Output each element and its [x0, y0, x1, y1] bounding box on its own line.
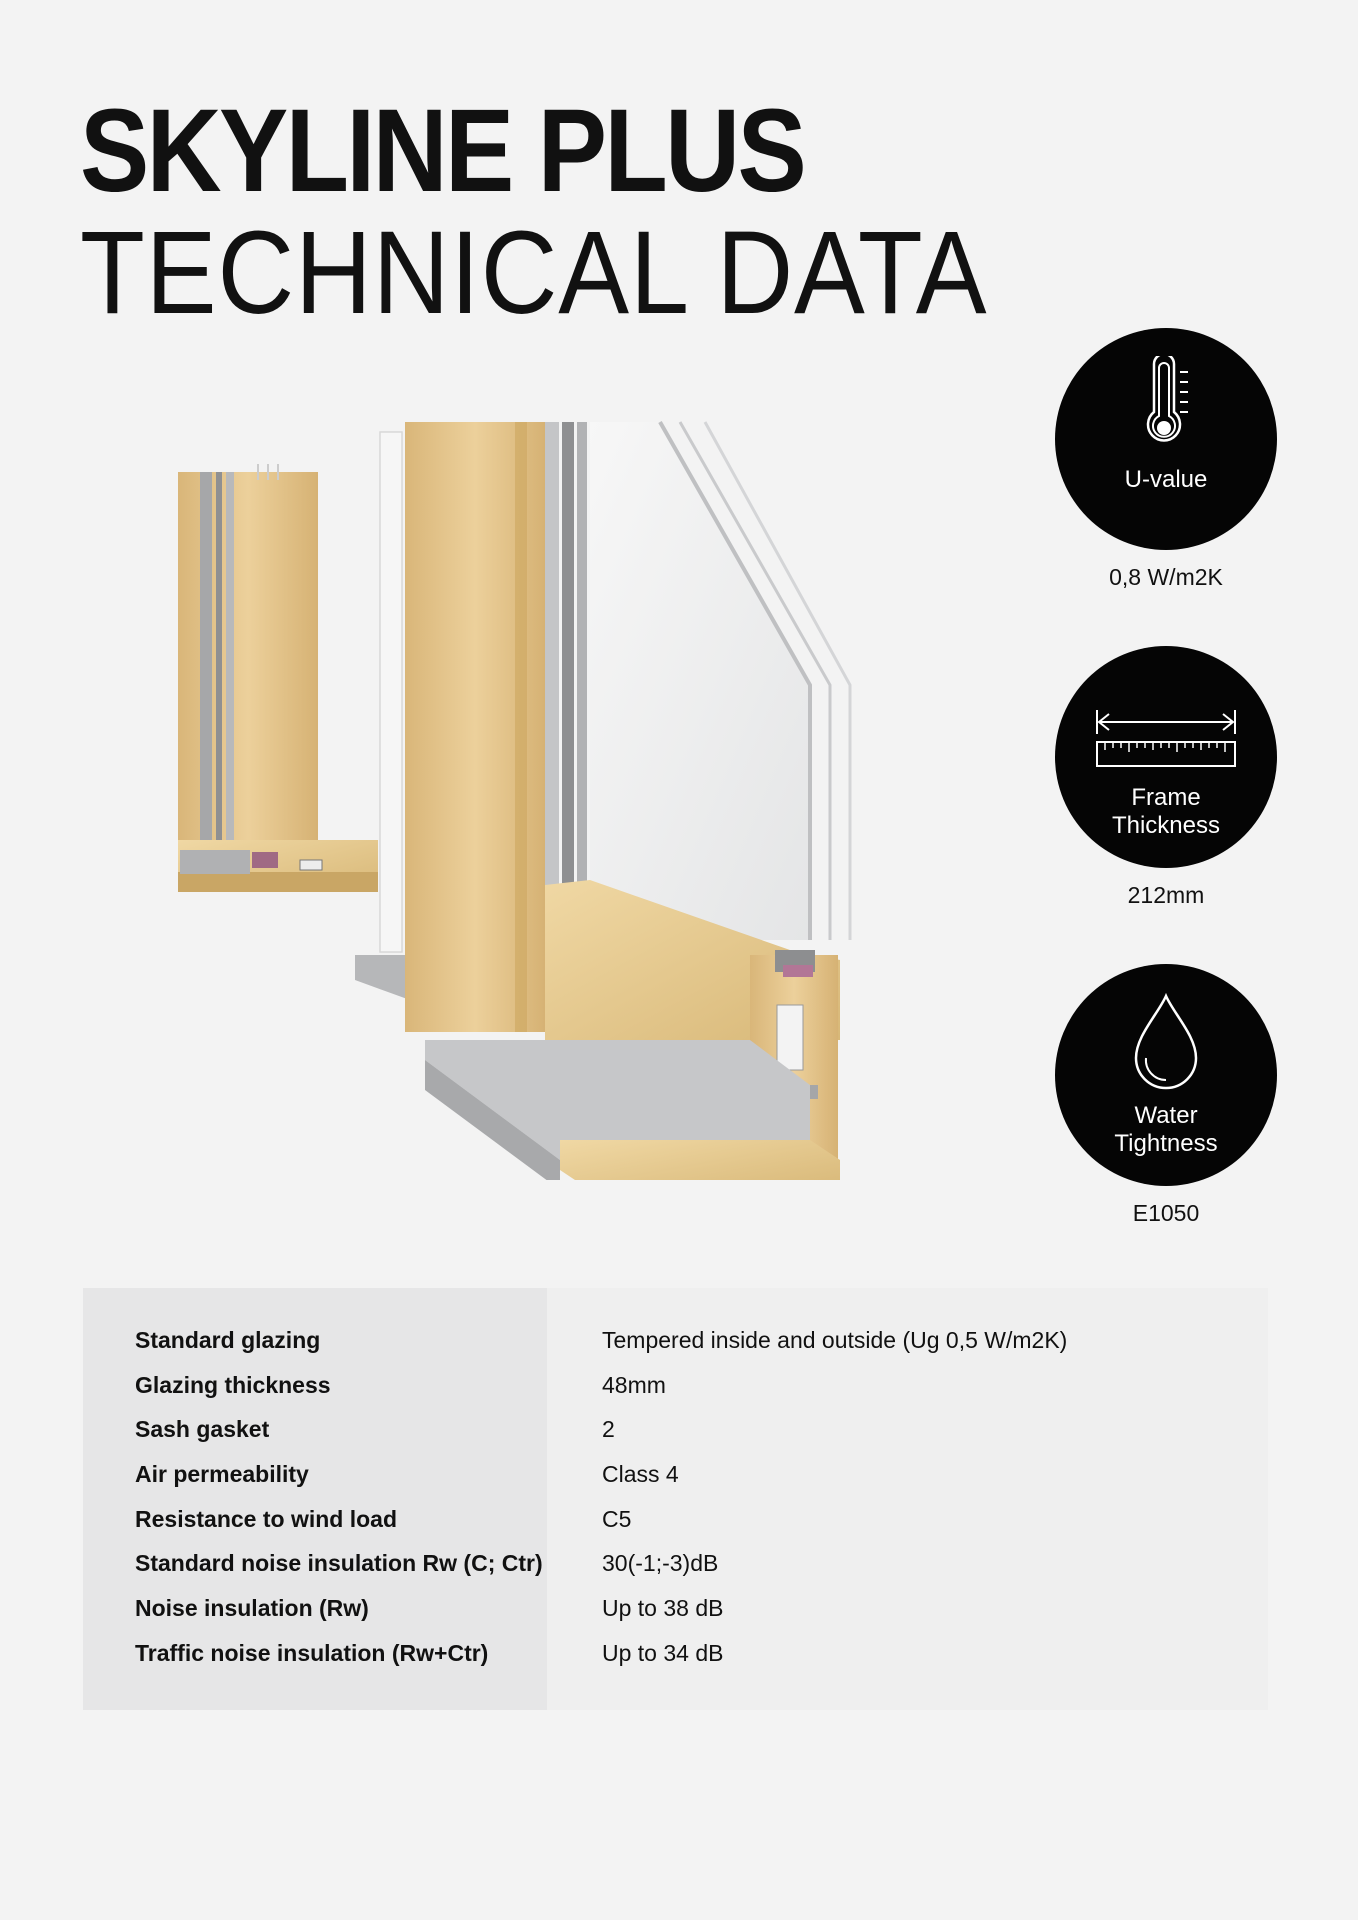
- spec-value: 0,8 W/m2K: [1109, 564, 1223, 590]
- spec-label-line2: Tightness: [1114, 1130, 1218, 1157]
- small-profile-section: [178, 464, 378, 892]
- spec-label-line1: Water: [1134, 1102, 1198, 1129]
- table-row-property: Standard noise insulation Rw (C; Ctr): [135, 1550, 543, 1577]
- spec-label: [1055, 1102, 1277, 1158]
- table-row-value: Class 4: [602, 1461, 679, 1488]
- table-row-property: Sash gasket: [135, 1416, 270, 1443]
- table-value-column: [83, 1288, 1268, 1710]
- water-drop-icon: [1130, 992, 1202, 1092]
- table-row-value: Up to 38 dB: [602, 1595, 724, 1622]
- table-row-value: Up to 34 dB: [602, 1639, 724, 1666]
- spec-value: E1050: [1132, 1200, 1200, 1226]
- spec-circle: [1055, 328, 1277, 550]
- ruler-icon: [1093, 708, 1239, 770]
- title-product-name: SKYLINE PLUS: [80, 85, 805, 217]
- window-profile-illustration: [150, 400, 870, 1180]
- spec-label-line2: Thickness: [1111, 812, 1221, 839]
- table-row-value: 30(-1;-3)dB: [602, 1550, 719, 1577]
- spec-water-tightness: [1055, 964, 1277, 1227]
- table-row-property: Resistance to wind load: [135, 1505, 397, 1532]
- table-row-value: Tempered inside and outside (Ug 0,5 W/m2K): [602, 1327, 1068, 1353]
- spec-label: U-value: [1124, 466, 1208, 493]
- table-row-property: Air permeability: [135, 1461, 309, 1488]
- table-row-value: 2: [602, 1416, 615, 1443]
- table-row-property: Glazing thickness: [135, 1371, 331, 1398]
- spec-value: 212mm: [1127, 882, 1205, 908]
- spec-label-line1: Frame: [1131, 784, 1201, 811]
- title-subtitle: TECHNICAL DATA: [80, 207, 988, 339]
- spec-frame-thickness: [1055, 646, 1277, 909]
- spec-circle: [1055, 646, 1277, 868]
- table-row-value: 48mm: [602, 1371, 666, 1398]
- thermometer-icon: [1136, 356, 1196, 452]
- page-title: [80, 85, 1088, 339]
- spec-label: [1055, 784, 1277, 840]
- spec-u-value: [1055, 328, 1277, 591]
- table-row-property: Traffic noise insulation (Rw+Ctr): [135, 1639, 489, 1666]
- large-profile-section: [355, 422, 850, 1180]
- table-row-property: Noise insulation (Rw): [135, 1595, 369, 1622]
- table-row-value: C5: [602, 1505, 632, 1532]
- table-row-property: Standard glazing: [135, 1327, 321, 1353]
- spec-circle: [1055, 964, 1277, 1186]
- technical-data-table: [83, 1288, 1268, 1710]
